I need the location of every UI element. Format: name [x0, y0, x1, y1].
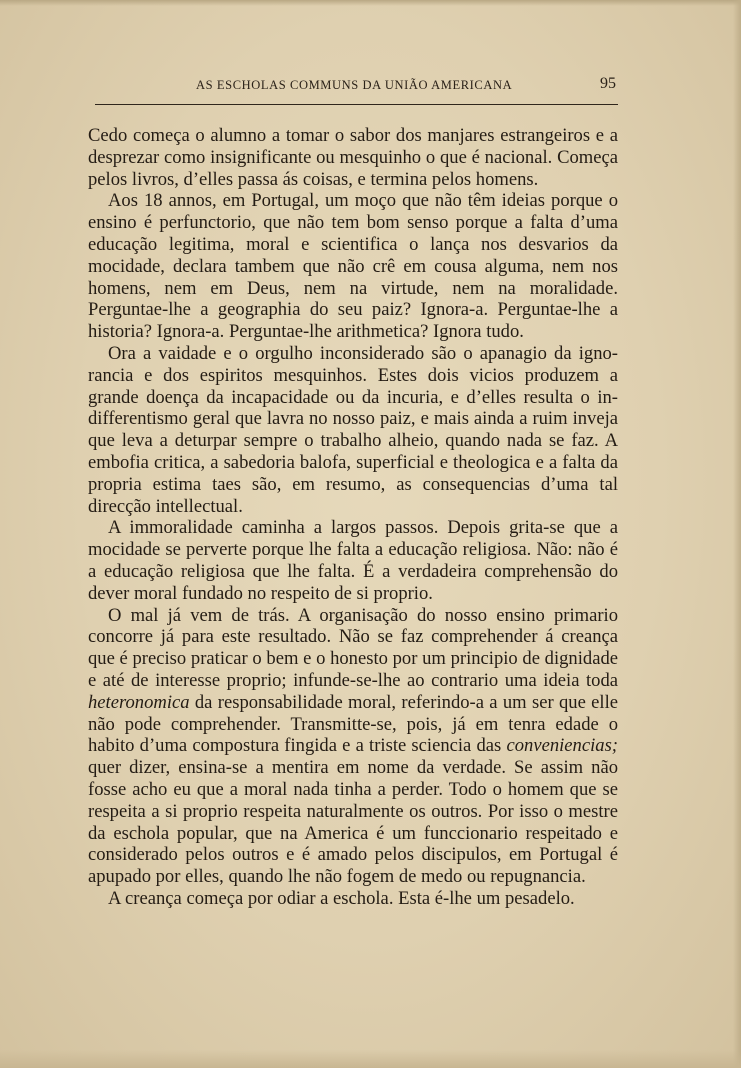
body-text	[88, 125, 618, 910]
italic-term-heteronomica: heteronomica	[88, 691, 190, 713]
paragraph-5	[88, 605, 618, 888]
italic-term-conveniencias: conveniencias;	[506, 735, 618, 757]
page-edge-shadow-bottom	[0, 1050, 741, 1068]
page-edge-shadow-top	[0, 0, 741, 6]
paragraph-5-part-3: quer dizer, ensina-se a mentira em nome da verdade. Se assim não fosse acho eu que a moral nada tinha a perder. Todo o homem que se respeita a si proprio respeita naturalmente os outros. Por isso o mestre da eschola popular, que na America é um funccionario respeitado e considerado pelos outros e é amado pelos discipulos, em Portugal é apupado por elles, quando lhe não fogem de medo ou repugnancia.	[88, 757, 618, 888]
page-edge-shadow-right	[733, 0, 741, 1068]
paragraph-5-part-1: O mal já vem de trás. A organisação do nosso ensino primario concorre já para este resultado. Não se faz comprehender á creança que é preciso praticar o bem e o honesto por um principio de dignidade e até de interesse proprio; infunde-se-lhe ao contrario uma ideia toda	[88, 604, 618, 691]
paragraph-4: A immoralidade caminha a largos passos. Depois grita-se que a mocidade se perverte porque lhe falta a educação religiosa. Não: não é a educação religiosa que lhe falta. É a verdadeira comprehensão do dever moral fundado no respeito de si proprio.	[88, 517, 618, 604]
paragraph-2: Aos 18 annos, em Portugal, um moço que não têm ideias porque o ensino é perfunctorio, que não tem bom senso porque a falta d’uma educação legitima, moral e scientifica o lança nos desvarios da mocidade, declara tambem que não crê em cousa alguma, nem nos homens, nem em Deus, nem na virtude, nem na moralidade. Perguntae-lhe a geographia do seu paiz? Ignora-a. Perguntae-lhe a historia? Ignora-a. Perguntae-lhe arithmetica? Ignora tudo.	[88, 190, 618, 343]
running-header	[98, 74, 618, 98]
page-number: 95	[600, 75, 616, 92]
paragraph-3: Ora a vaidade e o orgulho inconsiderado são o apanagio da ignorancia e dos espiritos mesquinhos. Estes dois vicios produzem a grande doença da incapacidade ou da incuria, e d’elles resulta o indifferentismo geral que lavra no nosso paiz, e mais ainda a ruim inveja que leva a deturpar sempre o trabalho alheio, quando nada se faz. A embofia critica, a sabedoria balofa, superficial e theologica e a falta da propria estima taes são, em resumo, as consequencias d’uma tal direcção intellectual.	[88, 342, 618, 517]
header-rule	[95, 104, 618, 105]
running-title: AS ESCHOLAS COMMUNS DA UNIÃO AMERICANA	[196, 78, 513, 92]
paragraph-6: A creança começa por odiar a eschola. Esta é-lhe um pesadelo.	[108, 887, 575, 909]
paragraph-1: Cedo começa o alumno a tomar o sabor dos manjares estrangeiros e a desprezar como insignificante ou mesquinho o que é nacional. Começa pelos livros, d’elles passa ás coisas, e termina pelos homens.	[88, 125, 618, 190]
paragraph-5-part-2: da responsabilidade moral, referindo-a a um ser que elle não pode comprehender. Transmitte-se, pois, já em tenra edade o habito d’uma compostura fingida e a triste sciencia das	[88, 691, 618, 757]
